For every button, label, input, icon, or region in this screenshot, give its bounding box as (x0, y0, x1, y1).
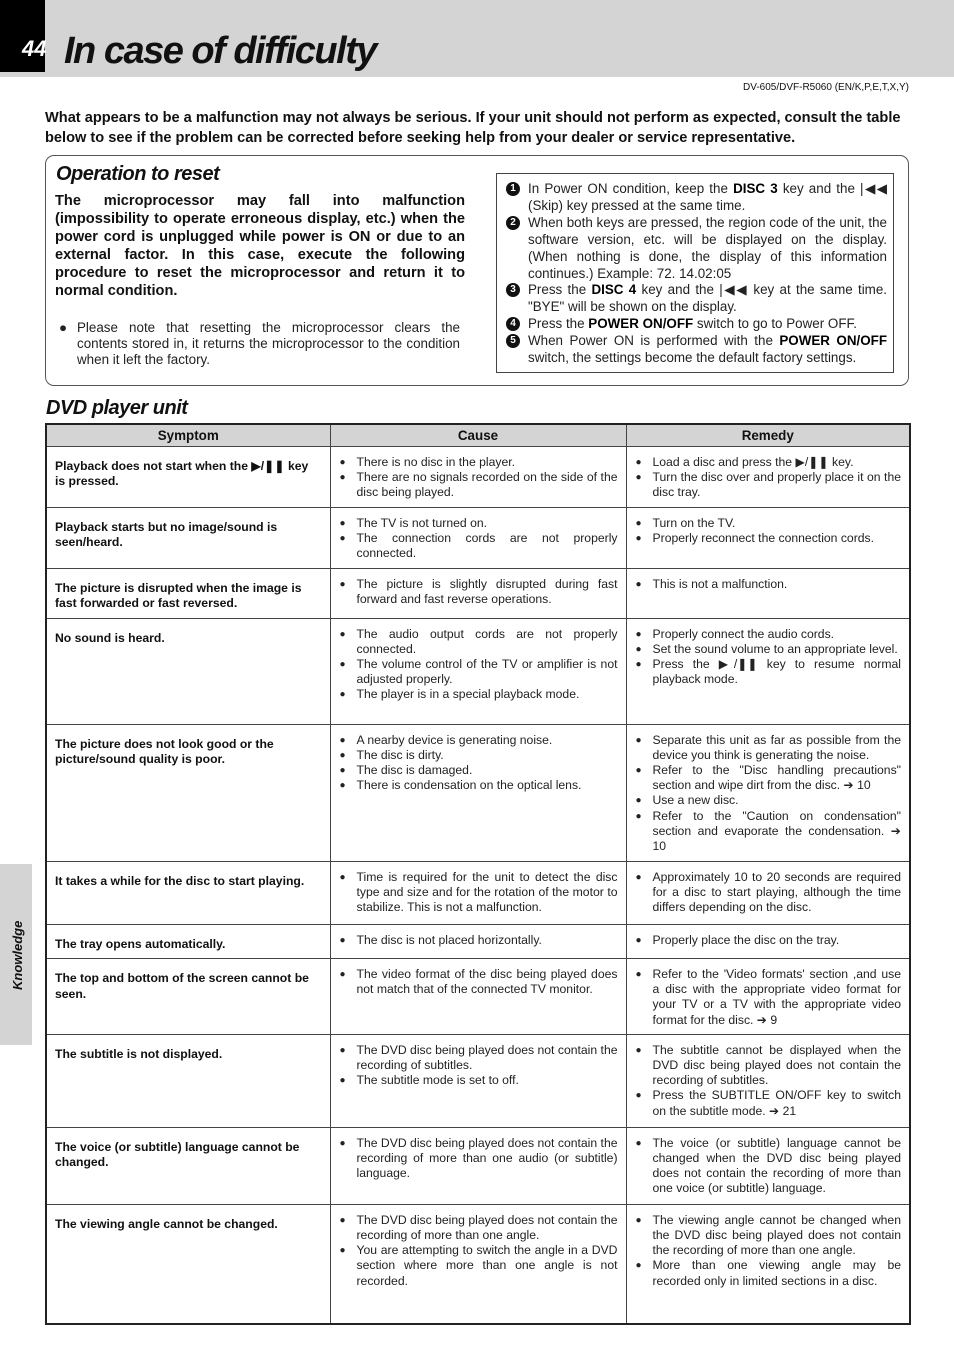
symptom-cell: The voice (or subtitle) language cannot be changed. (46, 1127, 330, 1204)
symptom-cell: The picture is disrupted when the image is fast forwarded or fast reversed. (46, 568, 330, 618)
bullet-icon: ● (635, 1214, 642, 1226)
symptom-cell: The subtitle is not displayed. (46, 1034, 330, 1127)
list-item: ● Properly connect the audio cords. (635, 626, 835, 641)
table-header-row (46, 424, 910, 446)
symptom-cell: The top and bottom of the screen cannot be seen. (46, 959, 330, 1035)
bullet-icon: ● (339, 749, 346, 761)
list-item: ● You are attempting to switch the angle in a DVD section where more than one angle is not recorded. (339, 1243, 618, 1288)
list-item: ● The connection cords are not properly connected. (339, 530, 618, 560)
list-item: ● The viewing angle cannot be changed when the DVD disc being played does not contain the recording of more than one angle. (635, 1212, 901, 1258)
bullet-icon: ● (339, 1044, 346, 1056)
bullet-icon: ● (339, 628, 346, 640)
table-row (46, 861, 910, 924)
symptom-cell: It takes a while for the disc to start playing. (46, 861, 330, 924)
page-title: In case of difficulty (64, 30, 376, 72)
reset-step: 4 Press the POWER ON/OFF switch to go to Power OFF. (506, 316, 887, 333)
bullet-icon: ● (635, 1090, 642, 1102)
bullet-icon: ● (635, 764, 642, 776)
side-tab-label: Knowledge (10, 920, 25, 990)
list-item: ● The subtitle cannot be displayed when the DVD disc being played does not contain the recording of subtitles. (635, 1042, 901, 1088)
list-item: ● Turn the disc over and properly place it on the disc tray. (635, 469, 901, 499)
list-item: ● Refer to the "Disc handling precautions" section and wipe dirt from the disc. ➔ 10 (635, 762, 901, 793)
bullet-icon: ● (59, 320, 68, 335)
bullet-icon: ● (339, 1245, 346, 1257)
cause-cell (330, 1127, 626, 1204)
list-item: ● There is condensation on the optical lens. (339, 778, 582, 793)
table-row (46, 959, 910, 1035)
reset-steps (496, 173, 894, 373)
list-item: ● Separate this unit as far as possible from the device you think is generating the noise. (635, 732, 901, 762)
remedy-cell (626, 618, 910, 724)
table-row (46, 924, 910, 959)
list-item: ● The disc is not placed horizontally. (339, 932, 542, 947)
bullet-icon: ● (635, 628, 642, 640)
list-item: ● The disc is damaged. (339, 762, 473, 777)
page-number: 44 (22, 36, 47, 61)
dvd-section-title: DVD player unit (46, 397, 188, 419)
remedy-cell (626, 1204, 910, 1324)
list-item: ● Turn on the TV. (635, 515, 736, 530)
symptom-cell: Playback does not start when the ▶/❚❚ key is pressed. (46, 446, 330, 507)
list-item: ● The volume control of the TV or amplifier is not adjusted properly. (339, 656, 618, 687)
bullet-icon: ● (635, 810, 642, 822)
bullet-icon: ● (339, 578, 346, 590)
bullet-icon: ● (339, 780, 346, 792)
bullet-icon: ● (635, 658, 642, 670)
cause-cell (330, 861, 626, 924)
list-item: ● There is no disc in the player. (339, 454, 516, 469)
bullet-icon: ● (339, 871, 346, 883)
list-item: ● Properly place the disc on the tray. (635, 932, 840, 947)
bullet-icon: ● (339, 734, 346, 746)
col-cause: Cause (330, 424, 626, 446)
remedy-cell (626, 1034, 910, 1127)
list-item: ● The video format of the disc being played does not match that of the connected TV monitor. (339, 967, 618, 997)
table-row (46, 507, 910, 568)
remedy-cell (626, 1127, 910, 1204)
bullet-icon: ● (339, 532, 346, 544)
bullet-icon: ● (339, 658, 346, 670)
bullet-icon: ● (635, 643, 642, 655)
reset-note: ● Please note that resetting the microprocessor clears the contents stored in, it returns the microprocessor to the condition when it left the factory. (55, 320, 460, 368)
reset-section (45, 155, 909, 386)
remedy-cell (626, 568, 910, 618)
list-item: ● Use a new disc. (635, 793, 739, 808)
remedy-cell (626, 861, 910, 924)
intro-text: What appears to be a malfunction may not always be serious. If your unit should not perform as expected, consult the table below to see if the problem can be corrected before seeking help from your dealer or service representative. (45, 110, 901, 146)
table-row (46, 1204, 910, 1324)
cause-cell (330, 959, 626, 1035)
list-item: ● Refer to the "Caution on condensation" section and evaporate the condensation. ➔ 10 (635, 808, 901, 853)
troubleshooting-table (45, 423, 911, 1325)
bullet-icon: ● (635, 734, 642, 746)
list-item: ● The voice (or subtitle) language cannot be changed when the DVD disc being played does not contain the recording of more than one voice (or subtitle) language. (635, 1135, 901, 1196)
bullet-icon: ● (635, 471, 642, 483)
list-item: ● The disc is dirty. (339, 747, 444, 762)
remedy-cell (626, 446, 910, 507)
table-row (46, 724, 910, 861)
cause-cell (330, 618, 626, 724)
bullet-icon: ● (339, 517, 346, 529)
bullet-icon: ● (635, 578, 642, 590)
bullet-icon: ● (339, 934, 346, 946)
bullet-icon: ● (635, 934, 642, 946)
bullet-icon: ● (339, 456, 346, 468)
list-item: ● Approximately 10 to 20 seconds are required for a disc to start playing, although the time differs depending on the disc. (635, 869, 901, 914)
list-item: ● Time is required for the unit to detect the disc type and size and for the rotation of the motor to stabilize. This is not a malfunction. (339, 869, 618, 914)
cause-cell (330, 446, 626, 507)
bullet-icon: ● (635, 1137, 642, 1149)
list-item: ● A nearby device is generating noise. (339, 732, 553, 747)
list-item: ● Press the ▶/❚❚ key to resume normal playback mode. (635, 656, 901, 687)
list-item: ● More than one viewing angle may be recorded only in limited sections in a disc. (635, 1258, 901, 1288)
bullet-icon: ● (635, 1260, 642, 1272)
table-row (46, 1034, 910, 1127)
symptom-cell: The viewing angle cannot be changed. (46, 1204, 330, 1324)
bullet-icon: ● (339, 1214, 346, 1226)
symptom-cell: The tray opens automatically. (46, 924, 330, 959)
remedy-cell (626, 959, 910, 1035)
cause-cell (330, 507, 626, 568)
table-row (46, 618, 910, 724)
reset-step: 2 When both keys are pressed, the region code of the unit, the software version, etc. will be displayed on the display. (When nothing is done, the display of this information continues.) Example: 72. 14.02:05 (506, 215, 887, 283)
model-number: DV-605/DVF-R5060 (EN/K,P,E,T,X,Y) (743, 82, 909, 93)
cause-cell (330, 568, 626, 618)
bullet-icon: ● (339, 1075, 346, 1087)
bullet-icon: ● (635, 517, 642, 529)
list-item: ● This is not a malfunction. (635, 576, 788, 591)
bullet-icon: ● (339, 689, 346, 701)
list-item: ● The DVD disc being played does not contain the recording of more than one audio (or subtitle) language. (339, 1135, 618, 1181)
list-item: ● The DVD disc being played does not contain the recording of more than one angle. (339, 1212, 618, 1243)
cause-cell (330, 1034, 626, 1127)
list-item: ● Press the SUBTITLE ON/OFF key to switch on the subtitle mode. ➔ 21 (635, 1088, 901, 1118)
reset-step: 3 Press the DISC 4 key and the |◀◀ key at the same time. "BYE" will be shown on the display. (506, 282, 887, 316)
bullet-icon: ● (635, 532, 642, 544)
list-item: ● Properly reconnect the connection cords. (635, 530, 875, 545)
bullet-icon: ● (635, 871, 642, 883)
list-item: ● The audio output cords are not properly connected. (339, 626, 618, 656)
cause-cell (330, 724, 626, 861)
col-symptom: Symptom (46, 424, 330, 446)
remedy-cell (626, 724, 910, 861)
bullet-icon: ● (339, 471, 346, 483)
bullet-icon: ● (635, 1044, 642, 1056)
list-item: ● There are no signals recorded on the side of the disc being played. (339, 469, 618, 499)
list-item: ● The DVD disc being played does not contain the recording of subtitles. (339, 1042, 618, 1073)
symptom-cell: The picture does not look good or the picture/sound quality is poor. (46, 724, 330, 861)
col-remedy: Remedy (626, 424, 910, 446)
table-row (46, 446, 910, 507)
list-item: ● Set the sound volume to an appropriate level. (635, 641, 898, 656)
reset-description: The microprocessor may fall into malfunction (impossibility to operate erroneous display, etc.) when the power cord is unplugged while power is ON or due to an external factor. In this case, execute the following procedure to reset the microprocessor and return it to normal condition. (55, 193, 465, 299)
list-item: ● The player is in a special playback mode. (339, 687, 580, 702)
cause-cell (330, 924, 626, 959)
list-item: ● The picture is slightly disrupted during fast forward and fast reverse operations. (339, 576, 618, 606)
symptom-cell: Playback starts but no image/sound is seen/heard. (46, 507, 330, 568)
table-row (46, 568, 910, 618)
list-item: ● The subtitle mode is set to off. (339, 1073, 519, 1088)
symptom-cell: No sound is heard. (46, 618, 330, 724)
bullet-icon: ● (339, 969, 346, 980)
bullet-icon: ● (635, 969, 642, 980)
list-item: ● Refer to the 'Video formats' section ,and use a disc with the appropriate video format for your TV or a TV with the appropriate video format for the disc. ➔ 9 (635, 967, 901, 1027)
bullet-icon: ● (635, 795, 642, 807)
bullet-icon: ● (339, 1137, 346, 1149)
table-row (46, 1127, 910, 1204)
list-item: ● Load a disc and press the ▶/❚❚ key. (635, 454, 854, 469)
cause-cell (330, 1204, 626, 1324)
remedy-cell (626, 507, 910, 568)
bullet-icon: ● (635, 456, 642, 468)
bullet-icon: ● (339, 764, 346, 776)
list-item: ● The TV is not turned on. (339, 515, 488, 530)
reset-step: 5 When Power ON is performed with the POWER ON/OFF switch, the settings become the default factory settings. (506, 333, 887, 367)
reset-step: 1 In Power ON condition, keep the DISC 3 key and the |◀◀ (Skip) key pressed at the same time. (506, 181, 887, 215)
reset-title: Operation to reset (56, 163, 220, 185)
remedy-cell (626, 924, 910, 959)
